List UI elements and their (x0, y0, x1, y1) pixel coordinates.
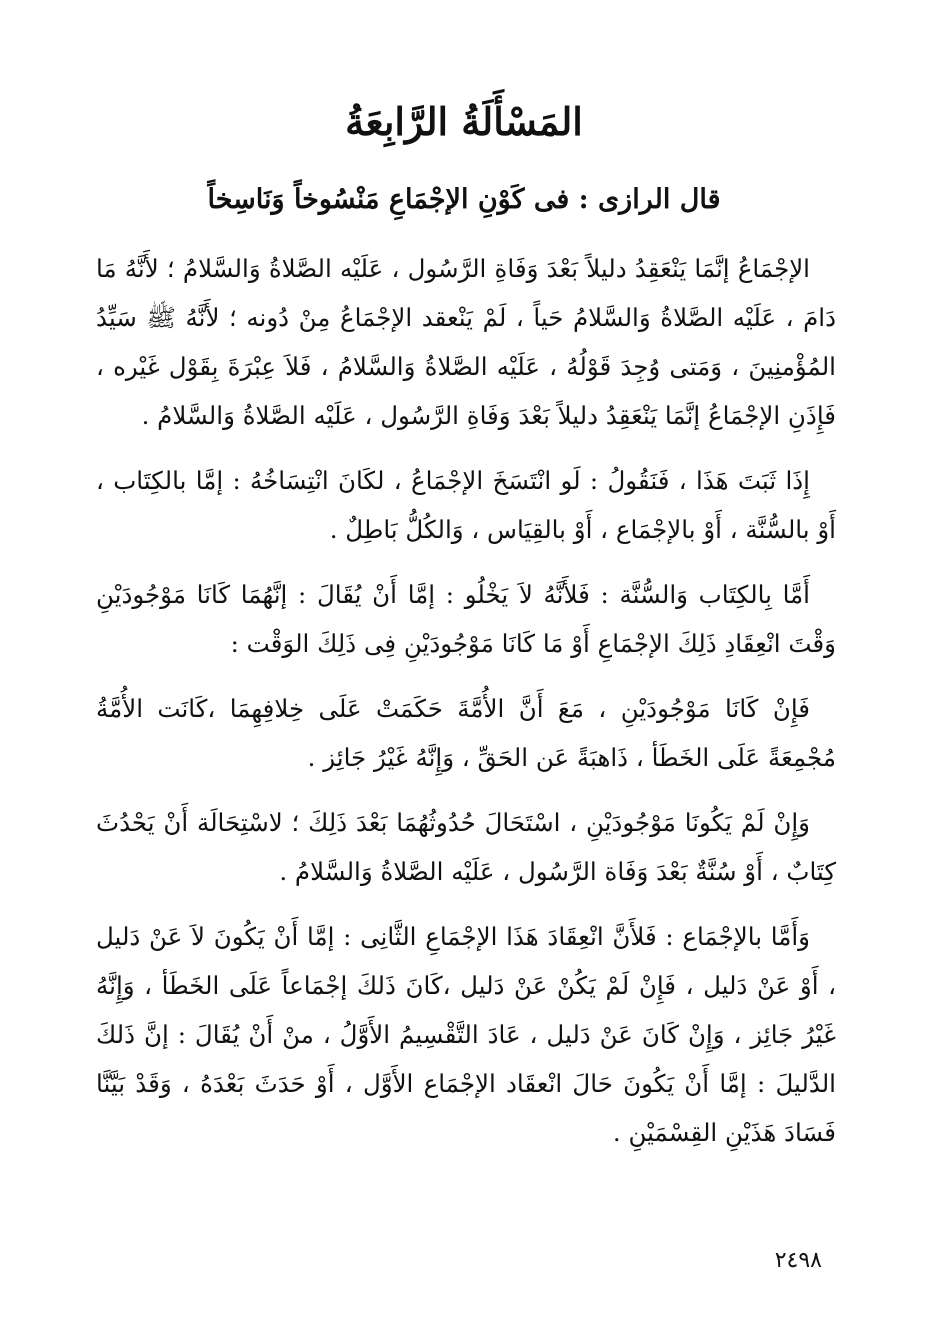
paragraph: أَمَّا بِالكِتَاب وَالسُّنَّة : فَلأَنَّهُ لاَ يَخْلُو : إمَّا أَنْ يُقَالَ : إنَّهُمَا كَانَا مَوْجُودَيْنِ وَقْتَ انْعِقَادِ ذَلِكَ الإجْمَاعِ أَوْ مَا كَانَا مَوْجُودَيْنِ فِى ذَلِكَ الوَقْت : (96, 580, 836, 658)
paragraph: الإجْمَاعُ إنَّمَا يَنْعَقِدُ دليلاً بَعْدَ وَفَاةِ الرَّسُول ، عَلَيْه الصَّلاةُ وَالسَّلامُ ؛ لأَنَّهُ مَا دَامَ ، عَلَيْه الصَّلاةُ وَالسَّلامُ حَياً ، لَمْ يَنْعقد الإجْمَاعُ مِنْ دُونه ؛ لأَنَّهُ ﷺ سَيِّدُ المُؤْمنِينَ ، وَمَتى وُجِدَ قَوْلُهُ ، عَلَيْه الصَّلاةُ وَالسَّلامُ ، فَلاَ عِبْرَةَ بِقَوْل غَيْره ، فَإِذَنِ الإجْمَاعُ إنَّمَا يَنْعَقِدُ دليلاً بَعْدَ وَفَاةِ الرَّسُول ، عَلَيْه الصَّلاةُ وَالسَّلامُ . (96, 254, 836, 430)
page-title: المَسْأَلَةُ الرَّابِعَةُ (345, 99, 583, 144)
paragraph: وَإِنْ لَمْ يَكُونَا مَوْجُودَيْنِ ، اسْتَحَالَ حُدُوثُهُمَا بَعْدَ ذَلِكَ ؛ لاسْتِحَالَة أَنْ يَحْدُثَ كِتَابٌ ، أَوْ سُنَّةٌ بَعْدَ وَفَاة الرَّسُول ، عَلَيْه الصَّلاةُ وَالسَّلامُ . (96, 808, 836, 886)
paragraph: فَإِنْ كَانَا مَوْجُودَيْنِ ، مَعَ أَنَّ الأُمَّةَ حَكَمَتْ عَلَى خِلافِهِمَا ،كَانَت الأُمَّةُ مُجْمِعَةً عَلَى الخَطَأ ، ذَاهبَةً عَن الحَقِّ ، وَإِنَّهُ غَيْرُ جَائِز . (96, 694, 836, 772)
paragraph: وَأَمَّا بالإجْمَاع : فَلأَنَّ انْعِقَادَ هَذَا الإجْمَاعِ الثَّانِى : إمَّا أَنْ يَكُونَ لاَ عَنْ دَليل ، أَوْ عَنْ دَليل ، فَإِنْ لَمْ يَكُنْ عَنْ دَليل ،كَانَ ذَلكَ إجْمَاعاً عَلَى الخَطَأ ، وَإِنَّهُ غَيْرُ جَائِز ، وَإِنْ كَانَ عَنْ دَليل ، عَادَ التَّقْسِيمُ الأَوَّلُ ، منْ أَنْ يُقَالَ : إنَّ ذَلكَ الدَّليلَ : إمَّا أَنْ يَكُونَ حَالَ انْعقَاد الإجْمَاع الأَوَّل ، أَوْ حَدَثَ بَعْدَهُ ، وَقَدْ بَيَّنَّا فَسَادَ هَذَيْنِ القِسْمَيْنِ . (96, 922, 836, 1147)
page-number: ٢٤٩٨ (774, 1248, 822, 1273)
section-subtitle: قال الرازى : فى كَوْنِ الإجْمَاعِ مَنْسُوخاً وَنَاسِخاً (207, 184, 721, 215)
paragraph: إِذَا ثَبَتَ هَذَا ، فَنَقُولُ : لَو انْتَسَخَ الإجْمَاعُ ، لكَانَ انْتِسَاخُهُ : إمَّا بالكِتَاب ، أَوْ بالسُّنَّة ، أَوْ بالإجْمَاع ، أَوْ بالقِيَاس ، وَالكُلُّ بَاطِلٌ . (96, 466, 836, 544)
body-text (96, 244, 836, 1173)
